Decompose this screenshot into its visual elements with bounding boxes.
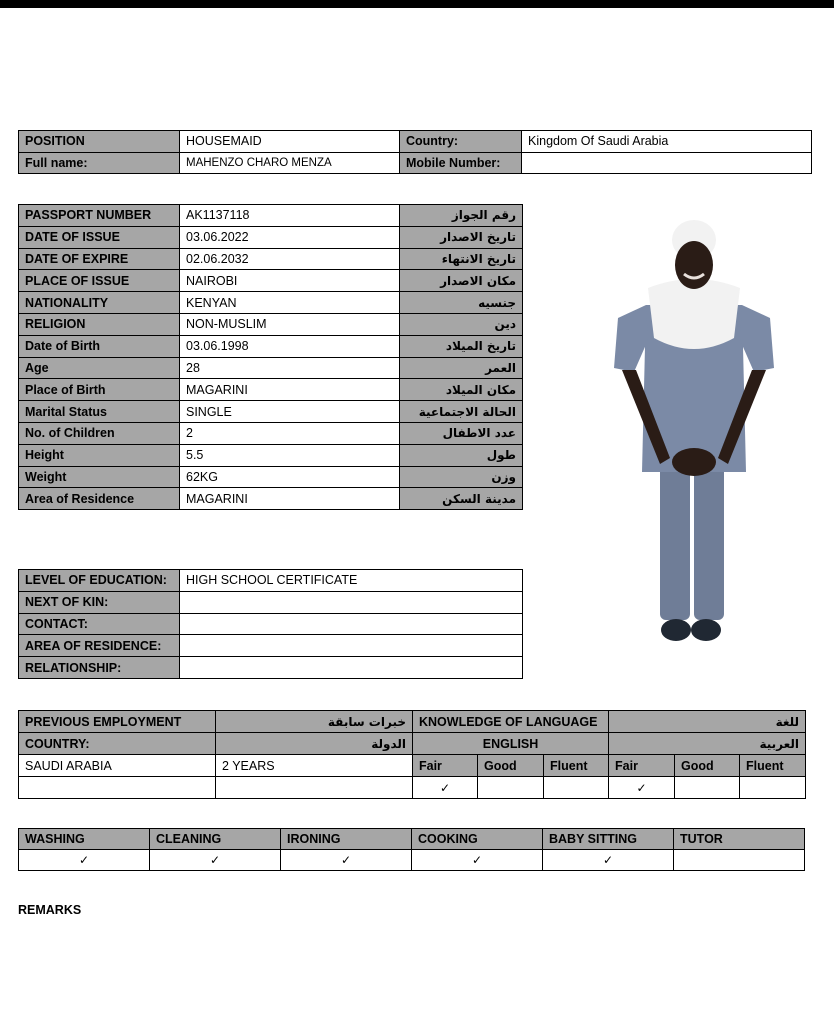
passport-field-label: Age: [19, 357, 180, 379]
education-row: [19, 613, 523, 635]
passport-field-label: Place of Birth: [19, 379, 180, 401]
arabic-level-good: Good: [675, 755, 740, 777]
skill-cleaning-label: CLEANING: [150, 829, 281, 850]
english-level-fair: Fair: [413, 755, 478, 777]
education-field-label: NEXT OF KIN:: [19, 591, 180, 613]
passport-field-arabic-label: تاريخ الميلاد: [400, 335, 523, 357]
passport-field-value: 62KG: [180, 466, 400, 488]
skill-tutor-check: [674, 850, 805, 871]
passport-field-value: NAIROBI: [180, 270, 400, 292]
skill-washing-check: ✓: [19, 850, 150, 871]
position-label: POSITION: [19, 131, 180, 153]
passport-field-label: Weight: [19, 466, 180, 488]
skills-header-row: [19, 829, 805, 850]
knowledge-of-language-label: KNOWLEDGE OF LANGUAGE: [413, 711, 609, 733]
top-border-bar: [0, 0, 834, 8]
country-label: Country:: [400, 131, 522, 153]
passport-row: [19, 466, 523, 488]
english-level-good: Good: [478, 755, 544, 777]
passport-row: [19, 444, 523, 466]
passport-table: [18, 204, 523, 510]
passport-field-value: 5.5: [180, 444, 400, 466]
passport-row: [19, 313, 523, 335]
passport-field-value: 03.06.1998: [180, 335, 400, 357]
passport-field-label: RELIGION: [19, 313, 180, 335]
passport-field-label: Date of Birth: [19, 335, 180, 357]
passport-row: [19, 248, 523, 270]
skill-cooking-label: COOKING: [412, 829, 543, 850]
passport-field-value: KENYAN: [180, 292, 400, 314]
arabic-level-fair: Fair: [609, 755, 675, 777]
skills-table: [18, 828, 805, 871]
passport-field-arabic-label: تاريخ الانتهاء: [400, 248, 523, 270]
skill-baby-sitting-label: BABY SITTING: [543, 829, 674, 850]
arabic-fair-check: ✓: [609, 777, 675, 799]
education-field-label: AREA OF RESIDENCE:: [19, 635, 180, 657]
education-field-value: [180, 635, 523, 657]
passport-row: [19, 270, 523, 292]
previous-employment-arabic: خبرات سابقة: [216, 711, 413, 733]
education-field-value: HIGH SCHOOL CERTIFICATE: [180, 570, 523, 592]
passport-row: [19, 335, 523, 357]
skill-tutor-label: TUTOR: [674, 829, 805, 850]
employment-value-row: [19, 755, 806, 777]
passport-field-label: No. of Children: [19, 422, 180, 444]
passport-field-label: DATE OF EXPIRE: [19, 248, 180, 270]
passport-field-label: Marital Status: [19, 401, 180, 423]
passport-field-arabic-label: مكان الاصدار: [400, 270, 523, 292]
arabic-good-check: [675, 777, 740, 799]
previous-employment-label: PREVIOUS EMPLOYMENT: [19, 711, 216, 733]
passport-field-arabic-label: دين: [400, 313, 523, 335]
employment-empty-cell: [19, 777, 216, 799]
passport-field-arabic-label: طول: [400, 444, 523, 466]
passport-row: [19, 488, 523, 510]
employment-duration-value: 2 YEARS: [216, 755, 413, 777]
passport-field-value: AK1137118: [180, 205, 400, 227]
passport-row: [19, 226, 523, 248]
fullname-row: [19, 152, 812, 174]
education-field-value: [180, 591, 523, 613]
education-row: [19, 570, 523, 592]
passport-field-label: PLACE OF ISSUE: [19, 270, 180, 292]
passport-field-arabic-label: الحالة الاجتماعية: [400, 401, 523, 423]
education-row: [19, 657, 523, 679]
passport-field-value: 28: [180, 357, 400, 379]
employment-header-row: [19, 711, 806, 733]
passport-row: [19, 422, 523, 444]
skill-cooking-check: ✓: [412, 850, 543, 871]
passport-row: [19, 379, 523, 401]
skills-check-row: [19, 850, 805, 871]
passport-row: [19, 205, 523, 227]
mobile-value: [522, 152, 812, 174]
position-table: [18, 130, 812, 174]
english-label: ENGLISH: [413, 733, 609, 755]
passport-field-value: MAGARINI: [180, 488, 400, 510]
employment-language-table: [18, 710, 806, 799]
language-check-row: [19, 777, 806, 799]
passport-field-arabic-label: مكان الميلاد: [400, 379, 523, 401]
english-fair-check: ✓: [413, 777, 478, 799]
education-row: [19, 591, 523, 613]
passport-field-arabic-label: العمر: [400, 357, 523, 379]
education-field-value: [180, 613, 523, 635]
employment-country-row: [19, 733, 806, 755]
skill-ironing-label: IRONING: [281, 829, 412, 850]
skill-baby-sitting-check: ✓: [543, 850, 674, 871]
passport-field-arabic-label: جنسيه: [400, 292, 523, 314]
passport-field-label: Height: [19, 444, 180, 466]
arabic-label: العربية: [609, 733, 806, 755]
employment-country-value: SAUDI ARABIA: [19, 755, 216, 777]
passport-row: [19, 401, 523, 423]
employment-country-arabic: الدولة: [216, 733, 413, 755]
passport-field-value: SINGLE: [180, 401, 400, 423]
skill-washing-label: WASHING: [19, 829, 150, 850]
education-field-label: LEVEL OF EDUCATION:: [19, 570, 180, 592]
mobile-label: Mobile Number:: [400, 152, 522, 174]
passport-field-label: NATIONALITY: [19, 292, 180, 314]
skill-cleaning-check: ✓: [150, 850, 281, 871]
education-table: [18, 569, 523, 679]
passport-field-label: DATE OF ISSUE: [19, 226, 180, 248]
passport-field-value: 2: [180, 422, 400, 444]
passport-field-arabic-label: عدد الاطفال: [400, 422, 523, 444]
passport-field-value: 02.06.2032: [180, 248, 400, 270]
passport-field-label: Area of Residence: [19, 488, 180, 510]
passport-field-value: NON-MUSLIM: [180, 313, 400, 335]
fullname-label: Full name:: [19, 152, 180, 174]
arabic-level-fluent: Fluent: [740, 755, 806, 777]
education-field-label: RELATIONSHIP:: [19, 657, 180, 679]
english-good-check: [478, 777, 544, 799]
passport-row: [19, 292, 523, 314]
employment-country-label: COUNTRY:: [19, 733, 216, 755]
skill-ironing-check: ✓: [281, 850, 412, 871]
passport-row: [19, 357, 523, 379]
education-row: [19, 635, 523, 657]
position-value: HOUSEMAID: [180, 131, 400, 153]
english-level-fluent: Fluent: [544, 755, 609, 777]
passport-field-arabic-label: مدينة السكن: [400, 488, 523, 510]
country-value: Kingdom Of Saudi Arabia: [522, 131, 812, 153]
education-field-value: [180, 657, 523, 679]
english-fluent-check: [544, 777, 609, 799]
arabic-fluent-check: [740, 777, 806, 799]
remarks-label: REMARKS: [18, 903, 82, 917]
passport-field-arabic-label: رقم الجواز: [400, 205, 523, 227]
candidate-photo: [608, 210, 780, 650]
passport-field-value: MAGARINI: [180, 379, 400, 401]
passport-field-label: PASSPORT NUMBER: [19, 205, 180, 227]
fullname-value: MAHENZO CHARO MENZA: [180, 152, 400, 174]
passport-field-arabic-label: تاريخ الاصدار: [400, 226, 523, 248]
position-row: [19, 131, 812, 153]
passport-field-arabic-label: وزن: [400, 466, 523, 488]
employment-empty-cell: [216, 777, 413, 799]
passport-field-value: 03.06.2022: [180, 226, 400, 248]
knowledge-of-language-arabic: للغة: [609, 711, 806, 733]
education-field-label: CONTACT:: [19, 613, 180, 635]
